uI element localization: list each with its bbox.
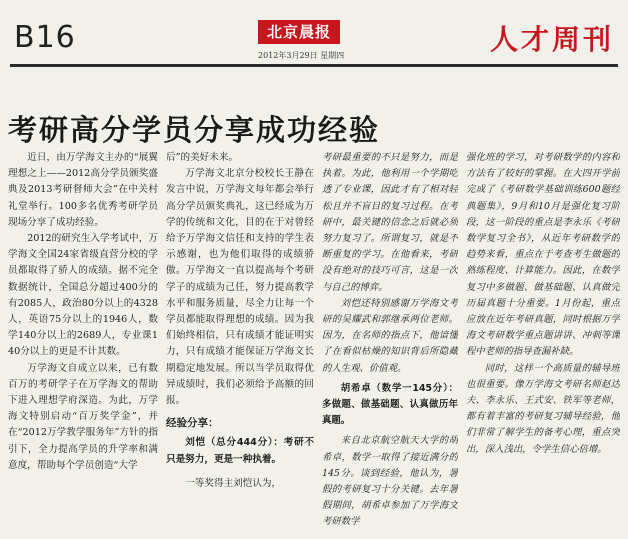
article-column-4	[466, 150, 620, 539]
paragraph: 万学海文自成立以来，已有数百万的考研学子在万学海文的帮助下进入理想学府深造。为此，万学海文特别启动“百万奖学金”，并在“2012万学教学服务年”方针的指引下，全力提高学员的升学率和满意度，帮助每个学员创造“大学	[8, 362, 158, 471]
section-title: 人才周刊	[489, 23, 614, 56]
page-number: B16	[14, 20, 76, 55]
speaker-heading-hu: 胡希卓（数学一145分）：多做题、做基础题、认真做历年真题。	[322, 382, 458, 427]
paragraph: 近日，由万学海文主办的“展翼理想之上——2012高分学员颁奖盛典及2013考研督师大会”在中关村礼堂举行。100多名优秀考研学员现场分享了成功经验。	[8, 152, 158, 228]
paragraph: 刘恺还特别感谢万学海文考研的吴耀武和郭继承两位老师。因为，在名师的指点下，他谙懂了在看似枯燥的知识背后所隐藏的人生观、价值观。	[322, 297, 458, 374]
article-column-2	[166, 150, 314, 539]
article-headline: 考研高分学员分享成功经验	[8, 113, 381, 147]
article-column-3	[322, 150, 458, 539]
paragraph: 后”的美好未来。	[166, 152, 239, 163]
speaker-heading-liu: 刘恺（总分444分）：考研不只是努力，更是一种执着。	[166, 437, 314, 465]
paragraph: 2012的研究生入学考试中，万学海文全国24家省级直营分校的学员都取得了骄人的成绩。据不完全数据统计，全国总分超过400分的有2085人，政治80分以上的4328人，英语75分以上的1946人，数学140分以上的2689人，专业课140分以上的更是不计其数。	[8, 233, 158, 358]
article-column-1	[8, 150, 158, 539]
newspaper-logo: 北京晨报	[258, 20, 340, 44]
paragraph: 同时，这样一个高质量的辅导班也很重要。像万学海文考研名师赵达夫、李永乐、王式安、铁军等老师，都有着丰富的考研复习辅导经验，他们非常了解学生的备考心理，重点突出，深入浅出，令学生信心倍增。	[466, 362, 620, 455]
section-subheading: 经验分享：	[166, 417, 219, 430]
paragraph: 来自北京航空航天大学的胡希卓，数学一取得了接近满分的145分。谈到经验，他认为，暑假的考研复习十分关键。去年暑假期间，胡希卓参加了万学海文考研数学	[322, 435, 458, 528]
page-header	[0, 0, 628, 68]
paragraph: 一等奖得主刘恺认为，	[185, 477, 282, 489]
paragraph: 万学海文北京分校校长王静在发言中说，万学海文每年都会举行高分学员颁奖典礼，这已经成为万学的传统和文化，目的在于对曾经给予万学海文信任和支持的学生表示感谢，也为他们取得的成绩骄傲。万学海文一直以提高每个考研学子的成绩为己任，努力提高教学水平和服务质量，尽全力让每一个学员都能取得理想的成绩。因为我们始终相信，只有成绩才能证明实力，只有成绩才能保证万学海文长期稳定地发展。所以当学员取得优异成绩时，我们必须给予高额的回报。	[166, 168, 314, 407]
paragraph: 考研最重要的不只是努力，而是执着。为此，他利用一个学期吃透了专业课，因此才有了相对轻松且并不盲目的复习过程。在考研中，最关键的信念之后就必须努力复习了。所谓复习，就是不断重复的学习。在他看来，考研没有绝对的技巧可言，这是一次与自己的博弈。	[322, 152, 458, 293]
header-divider	[10, 64, 618, 67]
issue-date: 2012年3月29日 星期四	[258, 51, 345, 60]
paragraph: 强化班的学习，对考研数学的内容和方法有了较好的掌握。在大四开学前完成了《考研数学基础训练600题经典题集》，9月和10月是强化复习阶段，这一阶段的重点是李永乐《考研数学复习全书》，从近年考研数学的趋势来看，重点在于考查考生做题的熟练程度、计算能力。因此，在数学复习中多做题、做基础题、认真做完历届真题十分重要。1月份起，重点应放在近年考研真题，同时根据万学海文考研数学重点题讲讲、冲刺等课程中老师的指导查漏补缺。	[466, 152, 620, 358]
